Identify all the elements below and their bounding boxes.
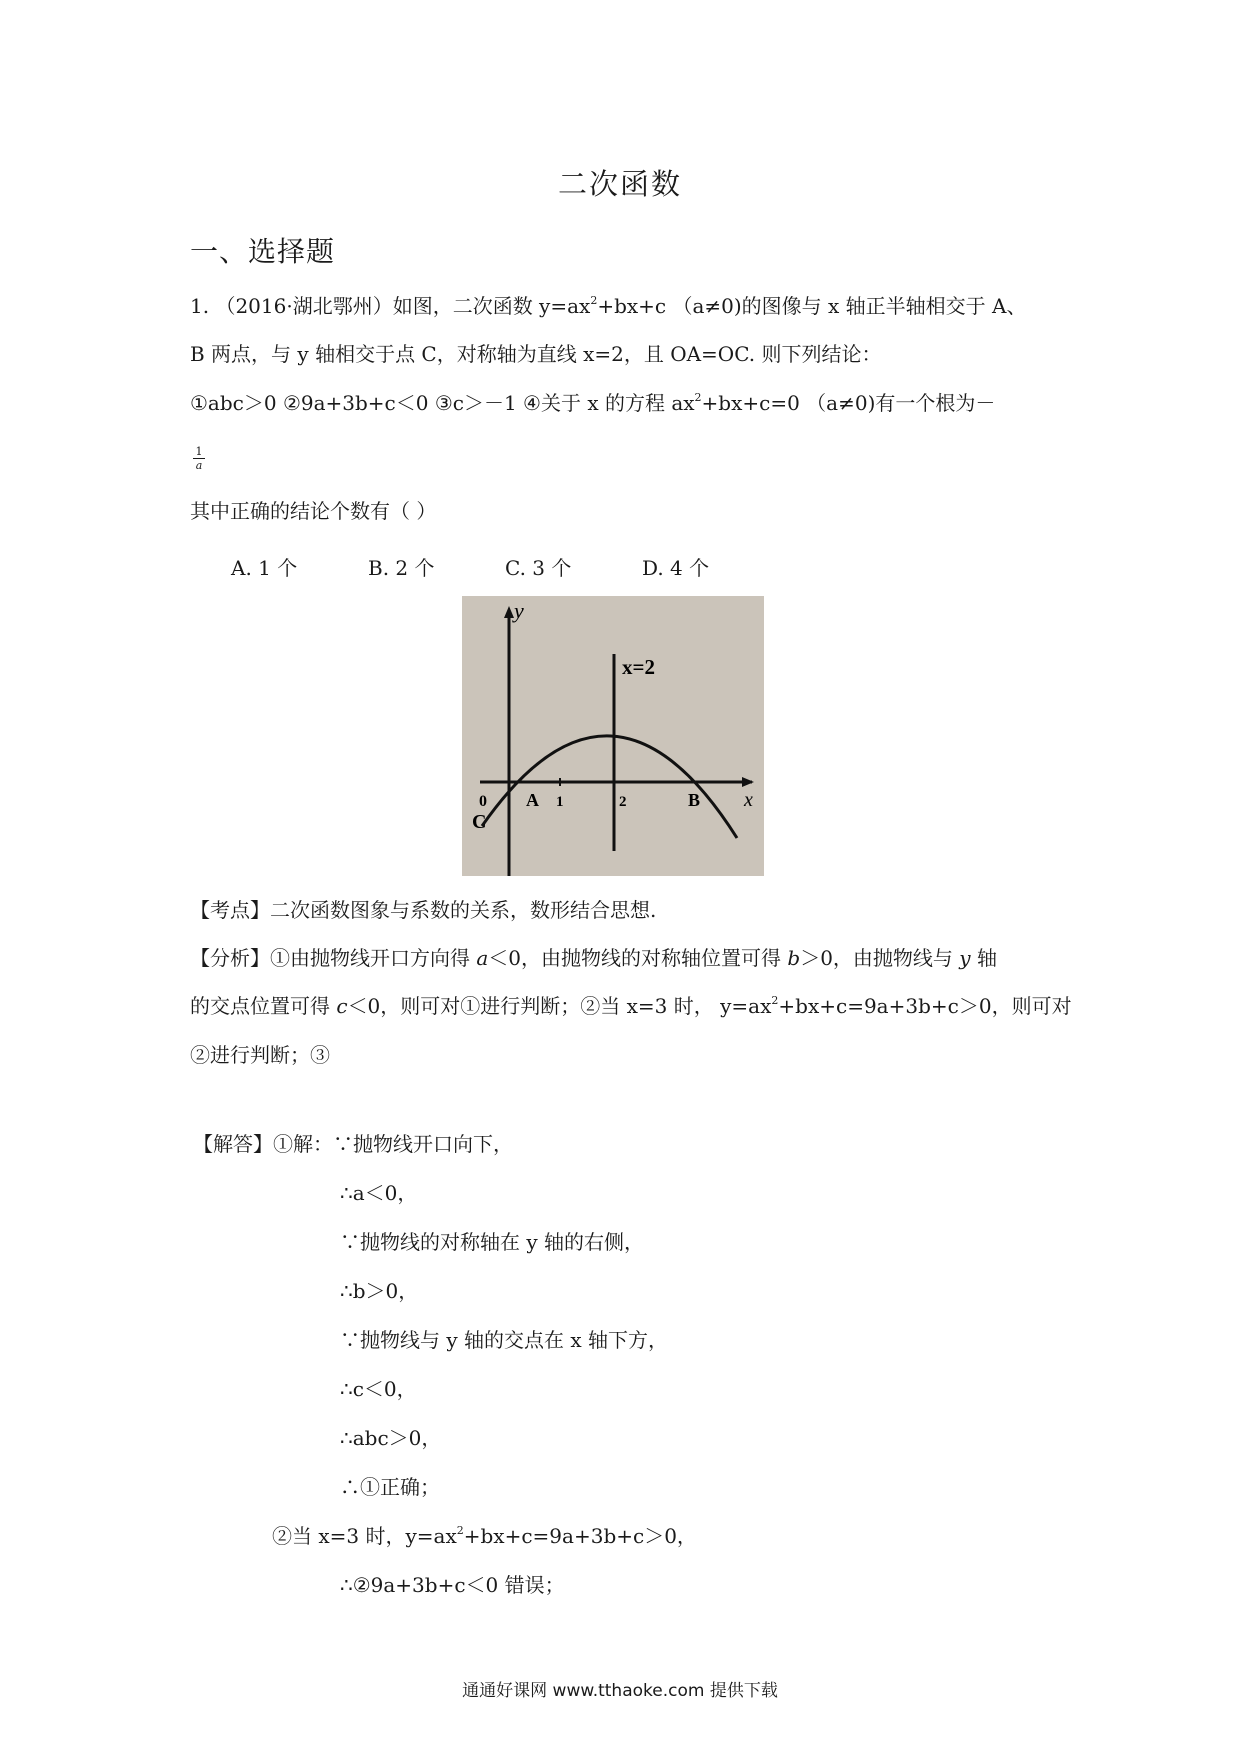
fenxi-line-2: 的交点位置可得 c＜0，则可对①进行判断；②当 x=3 时， $y=ax^2+bx+c=9a+3b+c>0$，则可对 bbox=[190, 994, 1072, 1018]
kaodian-text: 二次函数图象与系数的关系，数形结合思想. bbox=[270, 898, 657, 922]
kaodian-label: 【考点】 bbox=[190, 898, 270, 922]
option-a: A. 1 个 bbox=[231, 556, 298, 580]
jieda-part2-conclusion: ∴②9a+3b+c＜0 错误； bbox=[340, 1573, 565, 1597]
fraction-one-over-a bbox=[193, 446, 205, 471]
question-line-3: ①abc＞0 ②9a+3b+c＜0 ③c＞－1 ④关于 x 的方程 $ax^2+bx+c=0$ （a≠0)有一个根为－ bbox=[190, 391, 996, 415]
question-line-1: 1. （2016·湖北鄂州）如图，二次函数 $y=ax^2+bx+c$ （a≠0)的图像与 x 轴正半轴相交于 A、 bbox=[190, 294, 1027, 318]
fraction-numerator: 1 bbox=[195, 445, 203, 458]
question-prompt: 其中正确的结论个数有（ ） bbox=[190, 499, 437, 523]
point-a-label: A bbox=[526, 790, 539, 810]
jieda-step: ∴c＜0， bbox=[340, 1377, 417, 1401]
jieda-step: ∵抛物线与 y 轴的交点在 x 轴下方， bbox=[340, 1328, 669, 1352]
y-axis-label: y bbox=[514, 598, 524, 623]
jieda-line-1: 【解答】①解：∵抛物线开口向下， bbox=[193, 1132, 513, 1156]
kaodian-line bbox=[190, 896, 656, 924]
jieda-step: ∴abc＞0， bbox=[340, 1426, 442, 1450]
fenxi-line-3: ②进行判断；③ bbox=[190, 1043, 330, 1067]
jieda-step: ∴a＜0， bbox=[340, 1181, 418, 1205]
jieda-label: 【解答】 bbox=[193, 1132, 273, 1156]
section-heading: 一、选择题 bbox=[190, 235, 336, 268]
point-c-label: C bbox=[472, 811, 487, 833]
symmetry-axis-label: x=2 bbox=[622, 655, 655, 679]
option-b: B. 2 个 bbox=[368, 556, 435, 580]
tick-2-label: 2 bbox=[619, 794, 627, 810]
fraction-denominator: a bbox=[195, 459, 203, 472]
origin-label: 0 bbox=[479, 793, 487, 810]
jieda-part2: ②当 x=3 时，$y=ax^2+bx+c=9a+3b+c>0$， bbox=[272, 1524, 697, 1548]
tick-1-label: 1 bbox=[556, 794, 564, 810]
page-title: 二次函数 bbox=[557, 167, 682, 201]
fenxi-label: 【分析】 bbox=[190, 946, 270, 970]
option-d: D. 4 个 bbox=[642, 556, 710, 580]
fenxi-line-1: 【分析】①由抛物线开口方向得 a＜0，由抛物线的对称轴位置可得 b＞0，由抛物线与 y 轴 bbox=[190, 946, 997, 970]
jieda-step: ∴b＞0， bbox=[340, 1279, 419, 1303]
jieda-step: ∵抛物线的对称轴在 y 轴的右侧， bbox=[340, 1230, 645, 1254]
option-c: C. 3 个 bbox=[505, 556, 572, 580]
question-line-2: B 两点，与 y 轴相交于点 C，对称轴为直线 x=2，且 OA=OC. 则下列结论： bbox=[190, 342, 882, 366]
x-axis-label: x bbox=[744, 789, 753, 811]
parabola-figure bbox=[462, 596, 764, 876]
jieda-step: ∴①正确； bbox=[340, 1475, 440, 1499]
point-b-label: B bbox=[688, 790, 701, 810]
page-footer: 通通好课网 www.tthaoke.com 提供下载 bbox=[462, 1681, 778, 1701]
